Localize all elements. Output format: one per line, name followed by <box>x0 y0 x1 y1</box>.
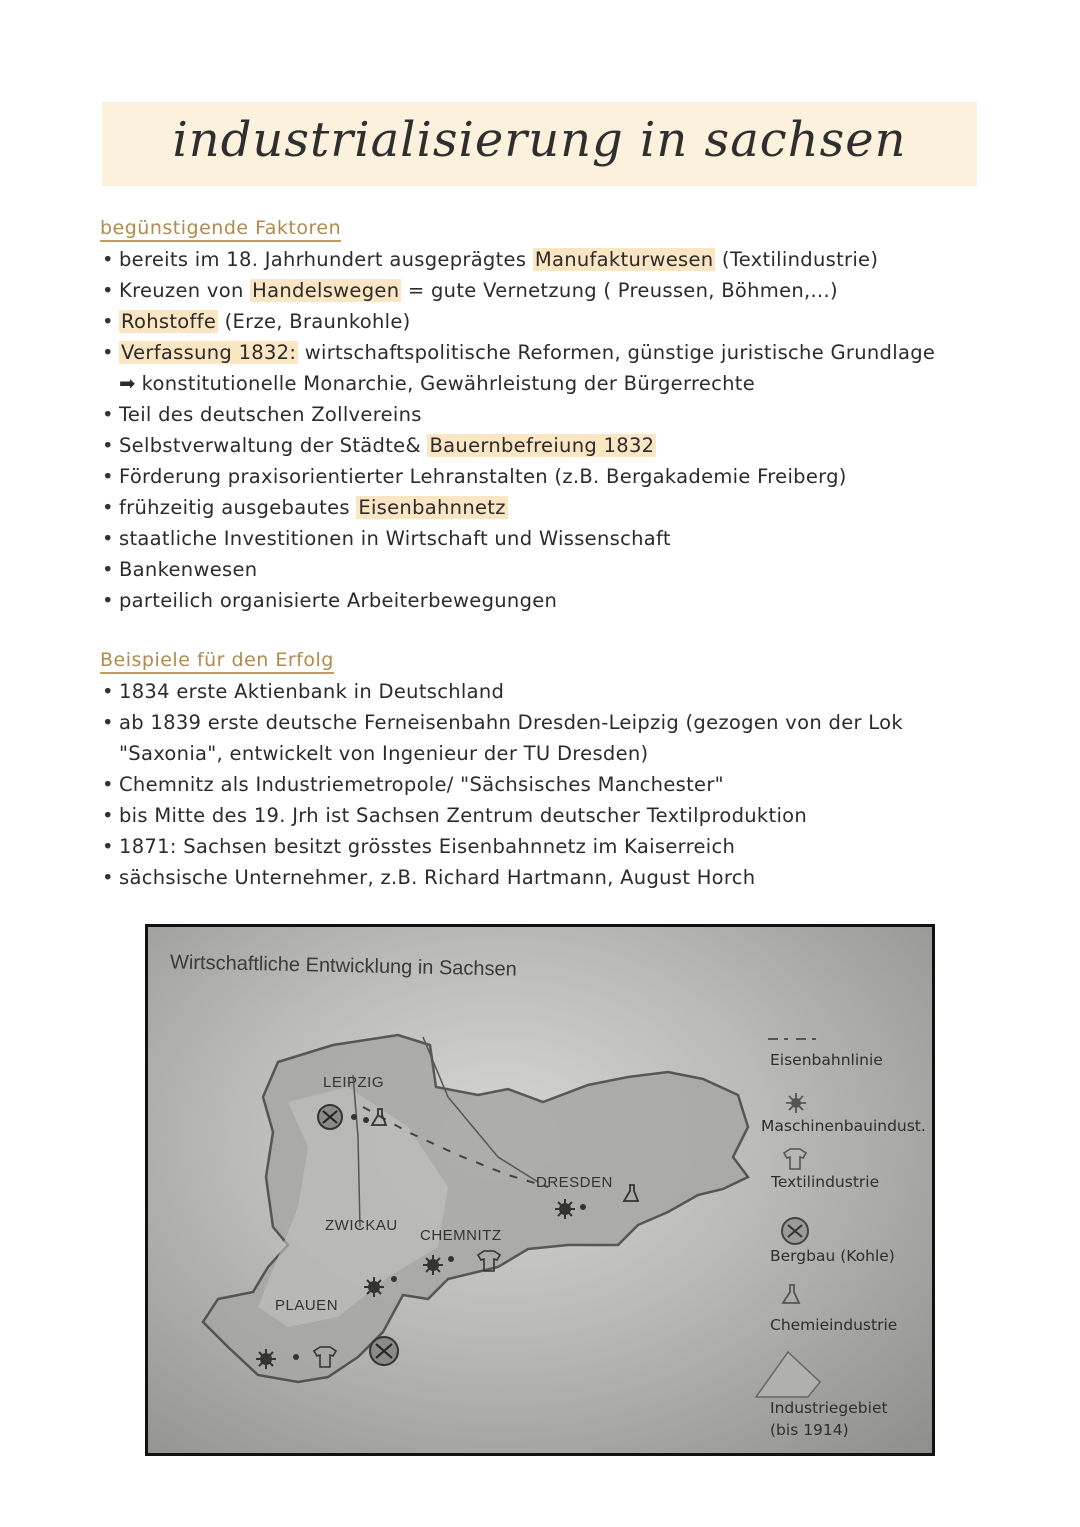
legend-rail: Eisenbahnlinie <box>770 1051 883 1069</box>
list-text: konstitutionelle Monarchie, Gewährleistung der Bürgerrechte <box>141 372 756 395</box>
factors-list-item <box>100 554 1000 585</box>
leipzig-mining-icon <box>318 1105 342 1129</box>
factors-list-item <box>100 399 1000 430</box>
list-text: (Textilindustrie) <box>715 248 879 271</box>
factors-list-item <box>100 492 1000 523</box>
highlighted-term: Manufakturwesen <box>534 248 714 271</box>
list-text: ab 1839 erste deutsche Ferneisenbahn Dresden-Leipzig (gezogen von der Lok <box>119 711 903 734</box>
list-text: 1871: Sachsen besitzt grösstes Eisenbahnnetz im Kaiserreich <box>119 835 736 858</box>
list-text: 1834 erste Aktienbank in Deutschland <box>119 680 505 703</box>
factors-list-item <box>100 430 1000 461</box>
list-text: = gute Vernetzung ( Preussen, Böhmen,...) <box>401 279 838 302</box>
factors-list-item <box>100 275 1000 306</box>
list-text: Förderung praxisorientierter Lehranstalten (z.B. Bergakademie Freiberg) <box>119 465 847 488</box>
city-leipzig: LEIPZIG <box>323 1074 385 1091</box>
city-zwickau: ZWICKAU <box>325 1217 398 1234</box>
highlighted-term: Verfassung 1832: <box>121 341 297 364</box>
legend-mining-icon <box>782 1218 808 1244</box>
dresden-gear-icon <box>555 1199 575 1219</box>
list-text: Kreuzen von <box>119 279 251 302</box>
legend-flask-icon <box>783 1285 799 1303</box>
city-plauen: PLAUEN <box>275 1297 339 1314</box>
examples-list-item <box>100 769 1000 800</box>
factors-list <box>100 244 1000 616</box>
factors-list-item <box>100 523 1000 554</box>
map-title: Wirtschaftliche Entwicklung in Sachsen <box>169 951 518 981</box>
legend-textile: Textilindustrie <box>771 1173 880 1191</box>
examples-list <box>100 676 1000 893</box>
list-text: Teil des deutschen Zollvereins <box>119 403 422 426</box>
list-text: Bankenwesen <box>119 558 258 581</box>
list-text: (Erze, Braunkohle) <box>218 310 411 333</box>
title-band <box>102 102 977 186</box>
list-text: Selbstverwaltung der Städte& <box>119 434 428 457</box>
factors-list-item <box>100 461 1000 492</box>
factors-list-item <box>100 368 1000 399</box>
list-text: frühzeitig ausgebautes <box>119 496 357 519</box>
highlighted-term: Bauernbefreiung 1832 <box>429 434 655 457</box>
examples-heading: Beispiele für den Erfolg <box>100 648 334 674</box>
examples-list-item <box>100 800 1000 831</box>
saxony-outline <box>203 1035 748 1382</box>
list-text: "Saxonia", entwickelt von Ingenieur der TU Dresden) <box>119 742 649 765</box>
list-text: bis Mitte des 19. Jrh ist Sachsen Zentrum deutscher Textilproduktion <box>119 804 808 827</box>
plauen-gear-icon <box>256 1349 276 1369</box>
legend-machine: Maschinenbauindust. <box>761 1117 926 1135</box>
list-text: staatliche Investitionen in Wirtschaft und Wissenschaft <box>119 527 671 550</box>
list-text: bereits im 18. Jahrhundert ausgeprägtes <box>119 248 533 271</box>
chemnitz-gear-icon <box>423 1255 443 1275</box>
legend-industrial-area-1: Industriegebiet <box>770 1399 888 1417</box>
highlighted-term: Eisenbahnnetz <box>358 496 506 519</box>
factors-section <box>100 216 1000 616</box>
legend-gear-icon <box>786 1093 806 1113</box>
city-chemnitz: CHEMNITZ <box>420 1227 502 1244</box>
highlighted-term: Handelswegen <box>252 279 400 302</box>
factors-list-item <box>100 585 1000 616</box>
legend-shirt-icon <box>784 1149 806 1169</box>
examples-list-item <box>100 831 1000 862</box>
legend-industrial-area-2: (bis 1914) <box>770 1421 849 1439</box>
examples-list-item <box>100 738 1000 769</box>
examples-list-item <box>100 862 1000 893</box>
zwickau-gear-icon <box>364 1277 384 1297</box>
arrow-right-icon: ➡ <box>119 372 136 395</box>
map-figure <box>145 924 935 1456</box>
factors-list-item <box>100 244 1000 275</box>
list-text: sächsische Unternehmer, z.B. Richard Hartmann, August Horch <box>119 866 756 889</box>
list-text: wirtschaftspolitische Reformen, günstige juristische Grundlage <box>298 341 936 364</box>
examples-list-item <box>100 676 1000 707</box>
plauen-mining-icon <box>370 1337 398 1365</box>
legend-mountain-icon <box>756 1352 820 1397</box>
examples-section <box>100 648 1000 893</box>
factors-heading: begünstigende Faktoren <box>100 216 341 242</box>
page-title: industrialisierung in sachsen <box>172 112 907 168</box>
list-text: parteilich organisierte Arbeiterbewegungen <box>119 589 558 612</box>
examples-list-item <box>100 707 1000 738</box>
legend-mining: Bergbau (Kohle) <box>770 1247 895 1265</box>
legend-chemical: Chemieindustrie <box>770 1316 898 1334</box>
city-dresden: DRESDEN <box>536 1174 613 1191</box>
highlighted-term: Rohstoffe <box>121 310 217 333</box>
factors-list-item <box>100 337 1000 368</box>
factors-list-item <box>100 306 1000 337</box>
list-text: Chemnitz als Industriemetropole/ "Sächsisches Manchester" <box>119 773 724 796</box>
